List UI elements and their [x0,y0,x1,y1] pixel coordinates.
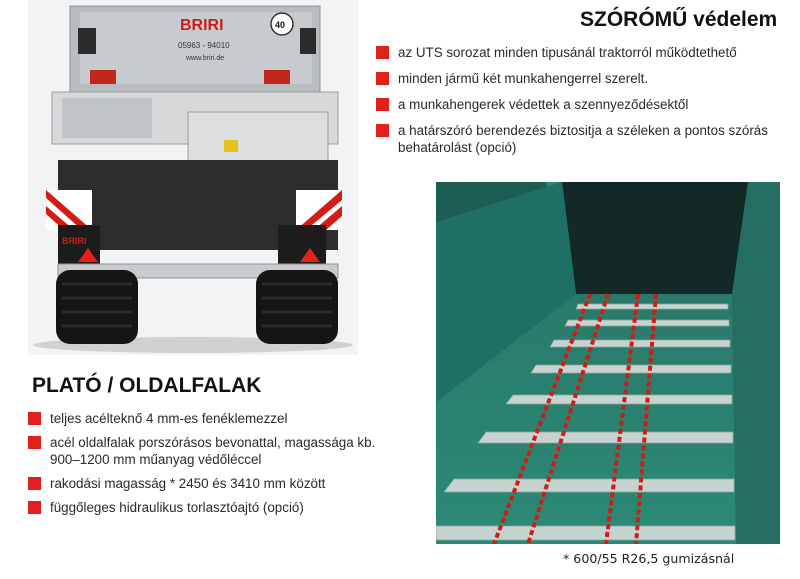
szoromu-title: SZÓRÓMŰ védelem [580,8,778,31]
tyre-footnote: * 600/55 R26,5 gumizásnál [563,551,735,566]
spreader-web-text: www.briri.de [186,55,225,62]
list-item [376,70,786,87]
list-item-text: a munkahengerek védettek a szennyeződésektől [398,97,689,112]
spreader-brand-text: BRIRI [180,17,224,34]
szoromu-feature-list [376,44,786,165]
list-item-text: minden jármű két munkahengerrel szerelt. [398,71,649,86]
bullet-square-icon [28,412,41,425]
plato-feature-list [28,410,388,523]
list-item-text: teljes acélteknő 4 mm-es fenéklemezzel [50,411,288,426]
mudflap-brand-text: BRIRI [62,236,87,246]
speed-limit-text: 40 [275,20,286,30]
spreader-phone-text: 05963 - 94010 [178,41,230,50]
bullet-square-icon [28,436,41,449]
floor-illustration [436,182,780,544]
bullet-square-icon [376,98,389,111]
list-item [376,96,786,113]
bullet-square-icon [376,72,389,85]
list-item-text: a határszóró berendezés biztositja a széleken a pontos szórás behatárolást (opció) [398,123,768,155]
bullet-square-icon [28,477,41,490]
list-item-text: az UTS sorozat minden tipusánál traktorról működtethető [398,45,737,60]
spreader-illustration [28,0,358,355]
list-item [28,434,388,468]
list-item [28,410,388,427]
list-item-text: rakodási magasság * 2450 és 3410 mm között [50,476,326,491]
plato-title: PLATÓ / OLDALFALAK [32,374,262,397]
bullet-square-icon [376,46,389,59]
list-item-text: acél oldalfalak porszórásos bevonattal, magassága kb. 900–1200 mm műanyag védőléccel [50,435,376,467]
spreader-photo [28,0,358,355]
bullet-square-icon [28,501,41,514]
list-item [376,44,786,61]
list-item [376,122,786,156]
list-item [28,475,388,492]
list-item-text: függőleges hidraulikus torlasztóajtó (opció) [50,500,304,515]
floor-photo [436,182,780,544]
bullet-square-icon [376,124,389,137]
list-item [28,499,388,516]
